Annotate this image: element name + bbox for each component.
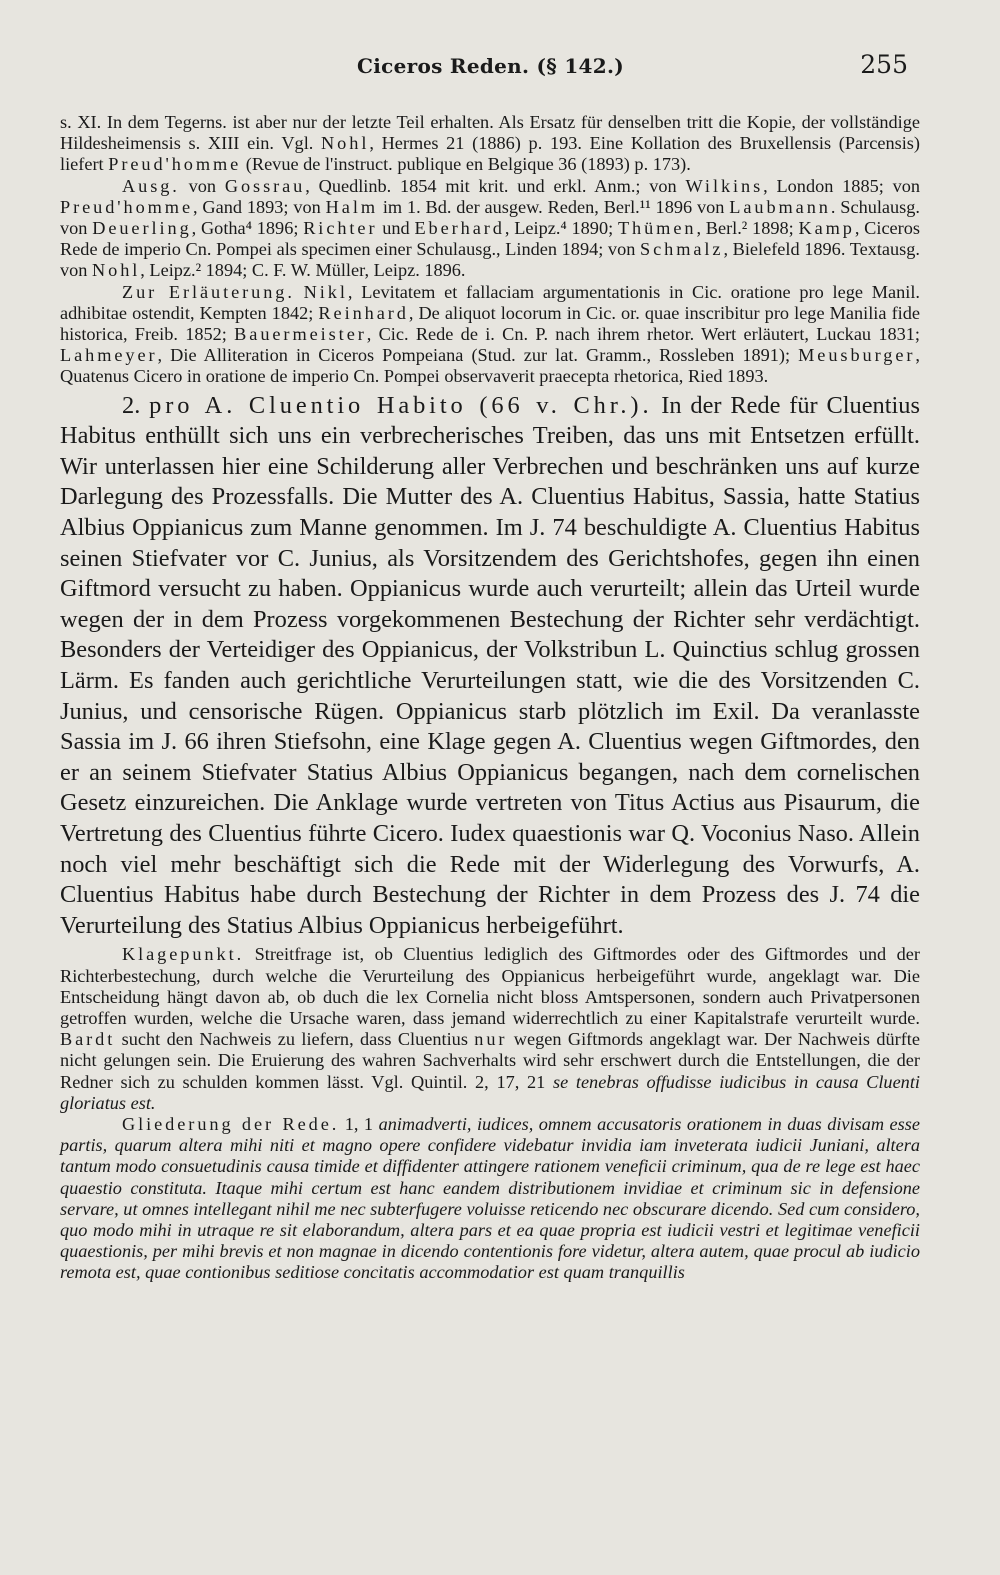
section-body: In der Rede für Cluentius Habitus enthüllt sich uns ein verbrecherisches Treiben, das uns mit Entsetzen erfüllt. Wir unterlassen hier eine Schilderung aller Verbrechen und beschränken uns auf kurze Darlegung des Prozessfalls. Die Mutter des A. Cluentius Habitus, Sassia, hatte Statius Albius Oppianicus zum Manne genommen. Im J. 74 beschuldigte A. Cluentius Habitus seinen Stiefvater vor C. Junius, als Vorsitzendem des Gerichtshofes, gegen ihn einen Giftmord versucht zu haben. Oppianicus wurde auch verurteilt; allein das Urteil wurde wegen der in dem Prozess vorgekommenen Bestechung der Richter sehr verdächtigt. Besonders der Verteidiger des Oppianicus, der Volkstribun L. Quinctius schlug grossen Lärm. Es fanden auch gerichtliche Verurteilungen statt, wie die des Vorsitzenden C. Junius, und censorische Rügen. Oppianicus starb plötzlich im Exil. Da veranlasste Sassia im J. 66 ihren Stiefsohn, eine Klage gegen A. Cluentius wegen Giftmordes, den er an seinem Stiefvater Statius Albius Oppianicus begangen, nach dem cornelischen Gesetz einzureichen. Die Anklage wurde vertreten von Titus Actius aus Pisaurum, die Vertretung des Cluentius führte Cicero. Iudex quaestionis war Q. Voconius Naso. Allein noch viel mehr beschäftigt sich die Rede mit der Widerlegung des Vorwurfs, A. Cluentius Habitus habe durch Bestechung der Richter in dem Prozess des J. 74 die Verurteilung des Statius Albius Oppianicus herbeigeführt. [60,391,920,939]
header-title: Ciceros Reden. (§ 142.) [357,54,624,78]
author-name: Bauermeister [234,324,367,345]
paragraph-manuscripts: s. XI. In dem Tegerns. ist aber nur der letzte Teil erhalten. Als Ersatz für denselben tritt die Kopie, der vollständige Hildesheimensis s. XIII ein. Vgl. Nohl, Hermes 21 (1886) p. 193. Eine Kollation des Bruxellensis (Parcensis) liefert Preud'homme (Revue de l'instruct. publique en Belgique 36 (1893) p. 173). [60,112,920,175]
latin-quote: se tenebras offudisse iudicibus in causa Cluenti gloriatus est. [60,1071,920,1113]
paragraph-editions: Ausg. von Gossrau, Quedlinb. 1854 mit krit. und erkl. Anm.; von Wilkins, London 1885; von Preud'homme, Gand 1893; von Halm im 1. Bd. der ausgew. Reden, Berl.¹¹ 1896 von Laubmann. Schulausg. von Deuerling, Gotha⁴ 1896; Richter und Eberhard, Leipz.⁴ 1890; Thümen, Berl.² 1898; Kamp, Ciceros Rede de imperio Cn. Pompei als specimen einer Schulausg., Linden 1894; von Schmalz, Bielefeld 1896. Textausg. von Nohl, Leipz.² 1894; C. F. W. Müller, Leipz. 1896. [60,175,921,281]
charge-label: Klagepunkt. [122,944,245,965]
author-name: Wilkins [685,175,764,196]
author-name: Preud'homme [108,154,242,175]
editions-label: Ausg. [122,175,180,196]
author-name: Gossrau [224,175,306,196]
author-name: Bardt [60,1029,116,1050]
author-name: Nikl [303,281,348,302]
author-name: Nohl [92,260,141,281]
latin-quote: animadverti, iudices, omnem accusatoris orationem in duas divisam esse partis, quarum altera mihi niti et magno opere confidere videbatur invidia iam inveterata iudicii Juniani, altera tantum modo consuetudinis causa timide et diffidenter attingere rationem veneficii criminum, qua de re lege est haec quaestio constituta. Itaque mihi certum est hanc eandem distributionem invidiae et criminum sic in defensione servare, ut omnes intellegant nihil me nec subterfugere voluisse reticendo nec obscurare dicendo. Sed cum considero, quo modo mihi in utraque re sit elaborandum, altera pars et ea quae propria est iudicii vestri et legitimae veneficii quaestionis, per mihi brevis et non magnae in dicendo contentionis fore videtur, altera autem, quae procul ab iudicio remota est, quae contionibus seditiose concitatis accommodatior est quam tranquillis [60,1113,921,1283]
section-heading: pro A. Cluentio Habito (66 v. Chr.). [149,391,653,419]
paragraph-charge: Klagepunkt. Streitfrage ist, ob Cluentius lediglich des Giftmordes oder des Giftmordes und der Richterbestechung, durch welche die Verurteilung des Oppianicus herbeigeführt wurde, angeklagt war. Die Entscheidung hängt davon ab, ob duch die lex Cornelia nicht bloss Amtspersonen, sondern auch Privatpersonen getroffen wurden, welche die Ursache waren, dass jemand widerrechtlich zu einer Kapitalstrafe verurteilt wurde. Bardt sucht den Nachweis zu liefern, dass Cluentius nur wegen Giftmords angeklagt war. Der Nachweis dürfte nicht gelungen sein. Die Eruierung des wahren Sachverhalts wird sehr erschwert durch die Entstellungen, die der Redner sich zu schulden kommen lässt. Vgl. Quintil. 2, 17, 21 se tenebras offudisse iudicibus in causa Cluenti gloriatus est. [60,944,920,1113]
author-name: Halm [325,196,378,217]
author-name: Meusburger [798,345,916,366]
author-name: Thümen [617,218,697,239]
author-name: Laubmann [729,196,831,217]
author-name: Lahmeyer [60,345,158,366]
running-head [0,50,1000,88]
structure-label: Gliederung der Rede. [122,1113,340,1134]
author-name: Kamp [798,218,855,239]
text-block [60,112,920,1284]
author-name: Richter [303,218,378,239]
author-name: Schmalz [639,239,724,260]
author-name: Preud'homme [60,196,193,217]
author-name: Reinhard [318,302,409,323]
author-name: Eberhard [414,218,505,239]
author-name: Nohl [321,133,370,154]
page-number: 255 [860,50,908,79]
author-name: C. F. W. Müller [251,260,365,281]
commentary-label: Zur Erläuterung. [122,281,295,302]
paragraph-commentary: Zur Erläuterung. Nikl, Levitatem et fallaciam argumentationis in Cic. oratione pro lege Manil. adhibitae ostendit, Kempten 1842; Reinhard, De aliquot locorum in Cic. or. quae inscribitur pro lege Manilia fide historica, Freib. 1852; Bauermeister, Cic. Rede de i. Cn. P. nach ihrem rhetor. Wert erläutert, Luckau 1831; Lahmeyer, Die Alliteration in Ciceros Pompeiana (Stud. zur lat. Gramm., Rossleben 1891); Meusburger, Quatenus Cicero in oratione de imperio Cn. Pompei observaverit praecepta rhetorica, Ried 1893. [60,281,920,387]
section-number: 2. [122,391,141,419]
emphasis: nur [474,1029,508,1050]
author-name: Deuerling [92,218,192,239]
section-paragraph [60,391,920,942]
paragraph-structure: Gliederung der Rede. 1, 1 animadverti, iudices, omnem accusatoris orationem in duas divisam esse partis, quarum altera mihi niti et magno opere confidere videbatur invidia iam inveterata iudicii Juniani, altera tantum modo consuetudinis causa timide et diffidenter attingere rationem veneficii criminum, qua de re lege est haec quaestio constituta. Itaque mihi certum est hanc eandem distributionem invidiae et criminum sic in defensione servare, ut omnes intellegant nihil me nec subterfugere voluisse reticendo nec obscurare dicendo. Sed cum considero, quo modo mihi in utraque re sit elaborandum, altera pars et ea quae propria est iudicii vestri et legitimae veneficii quaestionis, per mihi brevis et non magnae in dicendo contentionis fore videtur, altera autem, quae procul ab iudicio remota est, quae contionibus seditiose concitatis accommodatior est quam tranquillis [60,1113,921,1283]
